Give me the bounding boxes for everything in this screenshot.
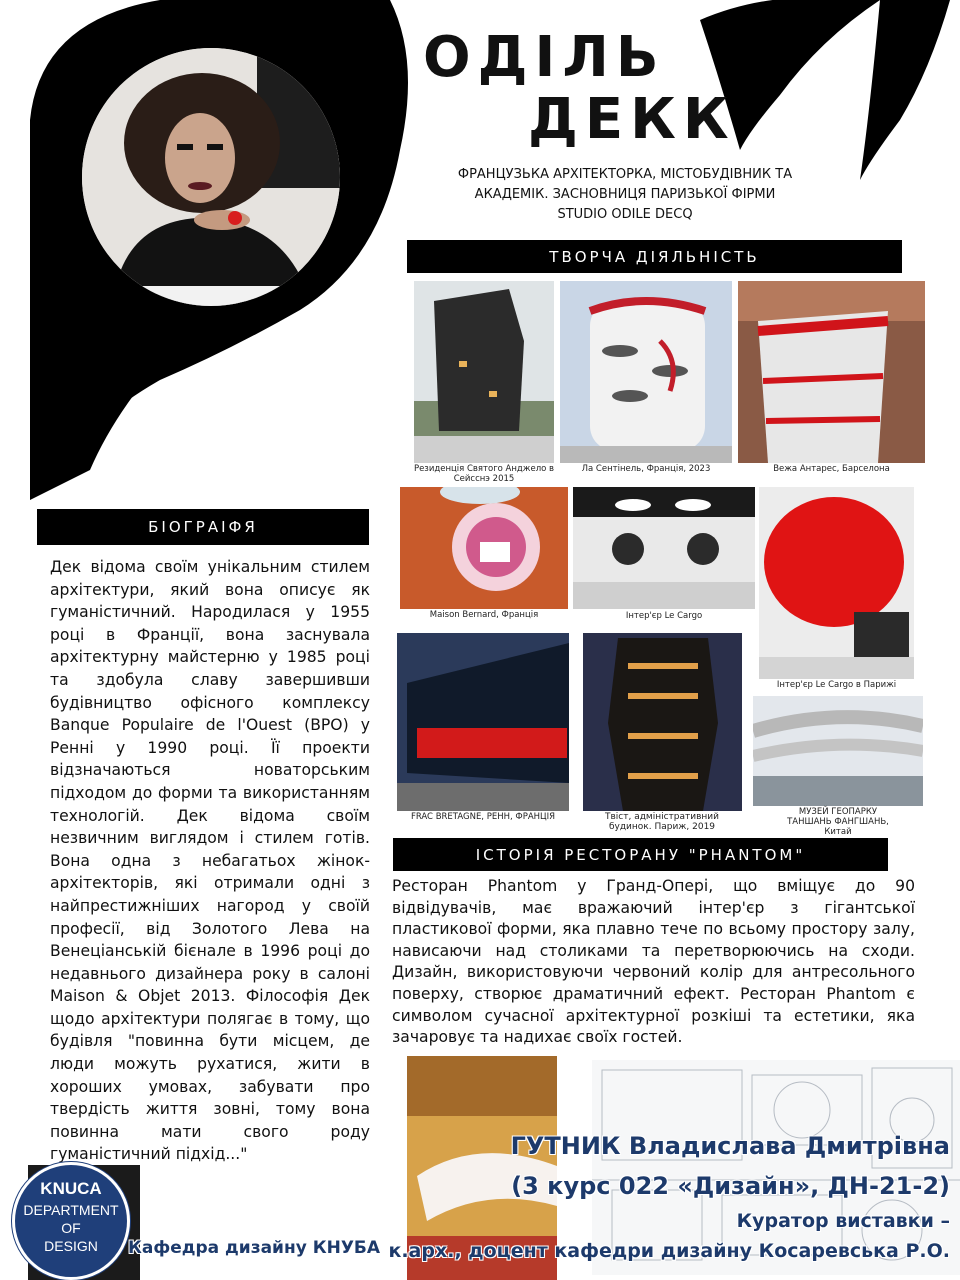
gallery-photo-7 — [397, 633, 569, 811]
gallery-photo-1 — [414, 281, 554, 463]
logo-line-1: KNUCA — [40, 1179, 102, 1198]
subtitle — [430, 165, 820, 225]
creative-section-heading: ТВОРЧА ДІЯЛЬНІСТЬ — [407, 240, 902, 273]
gallery-caption-6: Інтер'єр Le Cargo в Парижі — [776, 680, 897, 690]
gallery-caption-7: FRAC BRETAGNE, РЕНН, ФРАНЦІЯ — [410, 812, 556, 822]
subtitle-line-1: ФРАНЦУЗЬКА АРХІТЕКТОРКА, МІСТОБУДІВНИК ТА — [457, 167, 793, 182]
gallery-caption-5: Інтер'єр Le Cargo — [625, 611, 703, 621]
credit-curator-label: Куратор виставки – — [736, 1210, 950, 1232]
biography-text: Дек відома своїм унікальним стилем архітектури, який вона описує як гуманістичний. Народилася у 1955 році в Франції, вона заснувала архітектурну майстерню у 1985 році та здобула славу завершивши будівництво офісного комплексу Banque Populaire de l'Ouest (BPO) у Ренні у 1990 році. Її проекти відзначаються новаторським підходом до форми та використанням технологій. Дек відома своїм незвичним виглядом і стилем готів. Вона одна з небагатьох жінок-архітекторів, які отримали одні з найпрестижніших нагород у своїй професії, від Золотого Лева на Венеціанській бієнале в 1996 році до недавнього дизайнера року в салоні Maison & Objet 2013. Філософія Дек щодо архітектури полягає в тому, що будівля "повинна бути місцем, де люди можуть рухатися, жити в хороших умовах, забувати про твердість життя зовні, тому вона повинна мати свого роду гуманістичний підхід..." — [50, 558, 370, 1164]
gallery-caption-4: Maison Bernard, Франція — [429, 610, 539, 620]
gallery-caption-3: Вежа Антарес, Барселона — [773, 464, 890, 474]
phantom-section-heading: ІСТОРІЯ РЕСТОРАНУ "PHANTOM" — [393, 838, 888, 871]
gallery-photo-4 — [400, 487, 568, 609]
phantom-text: Ресторан Phantom у Гранд-Опері, що вміщує до 90 відвідувачів, має вражаючий інтер'єр з гігантської пластикової форми, яка плавно тече по всьому простору залу, нависаючи над столиками та перетворюючись на сходи. Дизайн, використовуючи червоний колір для антресольного поверху, створює драматичний ефект. Ресторан Phantom є символом сучасної архітектурної розкіші та естетики, яка зачаровує та надихає своїх гостей. — [392, 877, 915, 1047]
gallery-photo-8 — [583, 633, 742, 811]
logo-line-2: DEPARTMENT — [23, 1202, 119, 1218]
department-label: Кафедра дизайну КНУБА — [128, 1238, 381, 1258]
gallery-photo-3 — [738, 281, 925, 463]
logo-line-3: OF — [61, 1220, 81, 1236]
gallery-photo-9 — [753, 696, 923, 806]
gallery-caption-8: Твіст, адміністративний будинок. Париж, 2019 — [604, 812, 720, 833]
gallery-caption-9: МУЗЕЙ ГЕОПАРКУ ТАНШАНЬ ФАНГШАНЬ, Китай — [787, 807, 889, 837]
credit-course: (3 курс 022 «Дизайн», ДН-21-2) — [511, 1172, 950, 1200]
gallery-photo-2 — [560, 281, 732, 463]
name-title-line2: ДЕКК — [528, 87, 736, 152]
subtitle-line-2: АКАДЕМІК. ЗАСНОВНИЦЯ ПАРИЗЬКОЇ ФІРМИ — [474, 187, 776, 202]
gallery-photo-6 — [759, 487, 914, 679]
name-title-line1: ОДІЛЬ — [423, 25, 666, 90]
gallery-caption-2: Ла Сентінель, Франція, 2023 — [581, 464, 711, 474]
credit-author: ГУТНИК Владислава Дмитрівна — [510, 1132, 950, 1160]
knuca-logo — [12, 1162, 130, 1280]
gallery-photo-5 — [573, 487, 755, 609]
subtitle-line-3: STUDIO ODILE DECQ — [557, 207, 693, 222]
portrait-photo — [82, 48, 340, 306]
gallery-caption-1: Резиденція Святого Анджело в Сейсснэ 2015 — [413, 464, 555, 484]
credit-curator: к.арх., доцент кафедри дизайну Косаревська Р.О. — [388, 1240, 950, 1262]
logo-line-4: DESIGN — [44, 1238, 98, 1254]
biography-section-heading: БІОГРАІФЯ — [37, 509, 369, 545]
